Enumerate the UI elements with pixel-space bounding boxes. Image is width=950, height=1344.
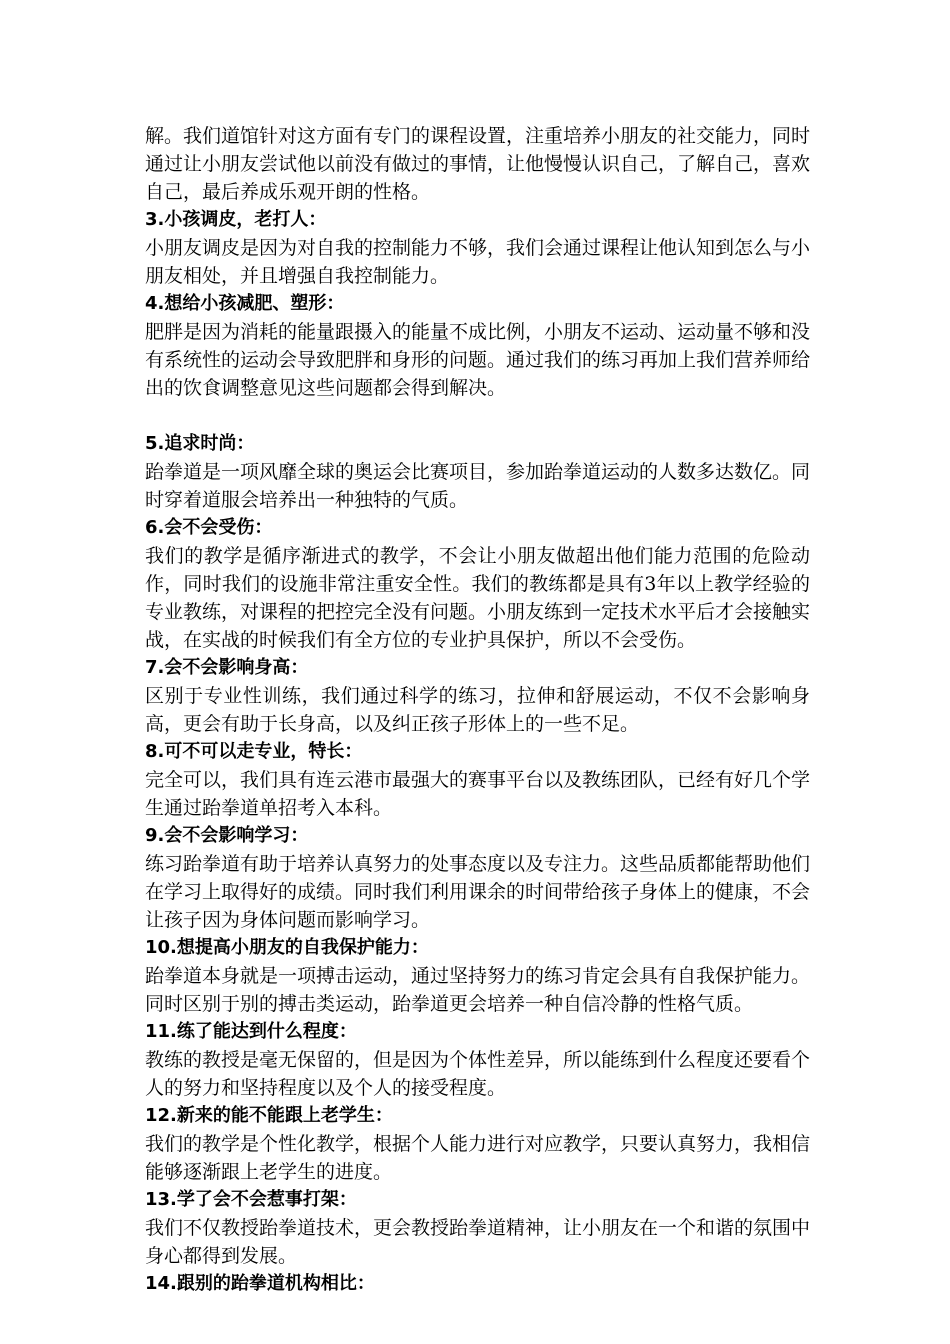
section-body-13: 我们不仅教授跆拳道技术，更会教授跆拳道精神，让小朋友在一个和谐的氛围中身心都得到发展。 (145, 1217, 811, 1267)
section-body-6: 我们的教学是循序渐进式的教学，不会让小朋友做超出他们能力范围的危险动作，同时我们的设施非常注重安全性。我们的教练都是具有3年以上教学经验的专业教练，对课程的把控完全没有问题。小朋友练到一定技术水平后才会接触实战，在实战的时候我们有全方位的专业护具保护，所以不会受伤。 (145, 545, 811, 651)
section-heading-7: 7.会不会影响身高： (145, 657, 309, 678)
section-heading-13: 13.学了会不会惹事打架： (145, 1189, 357, 1210)
section-heading-11: 11.练了能达到什么程度： (145, 1021, 357, 1042)
section-heading-10: 10.想提高小朋友的自我保护能力： (145, 937, 429, 958)
section-body-4: 肥胖是因为消耗的能量跟摄入的能量不成比例，小朋友不运动、运动量不够和没有系统性的运动会导致肥胖和身形的问题。通过我们的练习再加上我们营养师给出的饮食调整意见这些问题都会得到解决。 (145, 321, 811, 399)
section-heading-12: 12.新来的能不能跟上老学生： (145, 1105, 393, 1126)
document-page (145, 122, 810, 1298)
section-body-9: 练习跆拳道有助于培养认真努力的处事态度以及专注力。这些品质都能帮助他们在学习上取得好的成绩。同时我们利用课余的时间带给孩子身体上的健康，不会让孩子因为身体问题而影响学习。 (145, 853, 811, 931)
section-body-5: 跆拳道是一项风靡全球的奥运会比赛项目，参加跆拳道运动的人数多达数亿。同时穿着道服会培养出一种独特的气质。 (145, 461, 811, 511)
section-heading-5: 5.追求时尚： (145, 433, 255, 454)
section-body-11: 教练的教授是毫无保留的，但是因为个体性差异，所以能练到什么程度还要看个人的努力和坚持程度以及个人的接受程度。 (145, 1049, 811, 1099)
section-body-7: 区别于专业性训练，我们通过科学的练习，拉伸和舒展运动，不仅不会影响身高，更会有助于长身高，以及纠正孩子形体上的一些不足。 (145, 685, 810, 735)
section-body-10: 跆拳道本身就是一项搏击运动，通过坚持努力的练习肯定会具有自我保护能力。同时区别于别的搏击类运动，跆拳道更会培养一种自信冷静的性格气质。 (145, 965, 811, 1015)
section-body-3: 小朋友调皮是因为对自我的控制能力不够，我们会通过课程让他认知到怎么与小朋友相处，并且增强自我控制能力。 (145, 237, 811, 287)
section-heading-8: 8.可不可以走专业，特长： (145, 741, 363, 762)
blank-line (145, 402, 810, 430)
section-heading-3: 3.小孩调皮，老打人： (145, 209, 327, 230)
section-heading-9: 9.会不会影响学习： (145, 825, 309, 846)
section-heading-14: 14.跟别的跆拳道机构相比： (145, 1273, 375, 1294)
section-body-8: 完全可以，我们具有连云港市最强大的赛事平台以及教练团队，已经有好几个学生通过跆拳道单招考入本科。 (145, 769, 811, 819)
intro-paragraph: 解。我们道馆针对这方面有专门的课程设置，注重培养小朋友的社交能力，同时通过让小朋友尝试他以前没有做过的事情，让他慢慢认识自己，了解自己，喜欢自己，最后养成乐观开朗的性格。 (145, 125, 811, 203)
section-heading-4: 4.想给小孩减肥、塑形： (145, 293, 345, 314)
section-heading-6: 6.会不会受伤： (145, 517, 273, 538)
section-body-12: 我们的教学是个性化教学，根据个人能力进行对应教学，只要认真努力，我相信能够逐渐跟上老学生的进度。 (145, 1133, 811, 1183)
